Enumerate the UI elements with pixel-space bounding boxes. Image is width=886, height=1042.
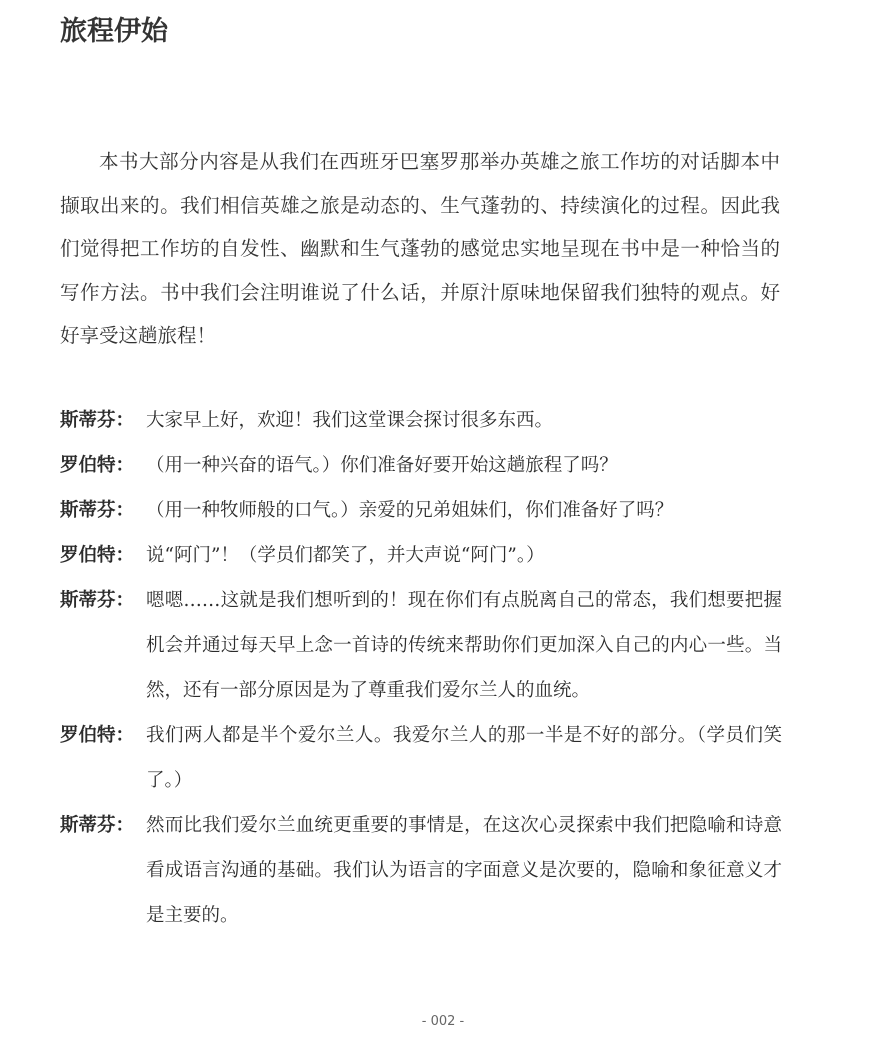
intro-paragraph: 本书大部分内容是从我们在西班牙巴塞罗那举办英雄之旅工作坊的对话脚本中撷取出来的。我们相信英雄之旅是动态的、生气蓬勃的、持续演化的过程。因此我们觉得把工作坊的自发性、幽默和生气蓬勃的感觉忠实地呈现在书中是一种恰当的写作方法。书中我们会注明谁说了什么话，并原汁原味地保留我们独特的观点。好好享受这趟旅程！: [60, 150, 780, 347]
speaker-name: 斯蒂芬：: [60, 500, 135, 521]
dialogue-turn: [60, 713, 782, 803]
speech-text: 说“阿门”！（学员们都笑了，并大声说“阿门”。）: [146, 545, 545, 566]
dialogue-transcript: [60, 398, 782, 938]
dialogue-turn: [60, 578, 782, 713]
dialogue-turn: [60, 803, 782, 938]
page-number: - 002 -: [421, 1014, 465, 1029]
speaker-name: 罗伯特：: [60, 545, 135, 566]
speech-text: 我们两人都是半个爱尔兰人。我爱尔兰人的那一半是不好的部分。（学员们笑了。）: [146, 725, 782, 791]
speech-text: 嗯嗯……这就是我们想听到的！现在你们有点脱离自己的常态，我们想要把握机会并通过每天早上念一首诗的传统来帮助你们更加深入自己的内心一些。当然，还有一部分原因是为了尊重我们爱尔兰人的血统。: [146, 590, 782, 701]
speech-text: （用一种兴奋的语气。）你们准备好要开始这趟旅程了吗？: [146, 455, 618, 476]
speaker-name: 斯蒂芬：: [60, 815, 135, 836]
dialogue-turn: [60, 488, 782, 533]
speaker-name: 斯蒂芬：: [60, 590, 135, 611]
speech-text: 然而比我们爱尔兰血统更重要的事情是，在这次心灵探索中我们把隐喻和诗意看成语言沟通的基础。我们认为语言的字面意义是次要的，隐喻和象征意义才是主要的。: [146, 815, 782, 926]
speaker-name: 罗伯特：: [60, 455, 135, 476]
dialogue-turn: [60, 398, 782, 443]
speech-text: 大家早上好，欢迎！我们这堂课会探讨很多东西。: [146, 410, 554, 431]
speaker-name: 罗伯特：: [60, 725, 135, 746]
dialogue-turn: [60, 443, 782, 488]
speech-text: （用一种牧师般的口气。）亲爱的兄弟姐妹们，你们准备好了吗？: [146, 500, 674, 521]
chapter-title: 旅程伊始: [60, 16, 168, 47]
speaker-name: 斯蒂芬：: [60, 410, 135, 431]
dialogue-turn: [60, 533, 782, 578]
